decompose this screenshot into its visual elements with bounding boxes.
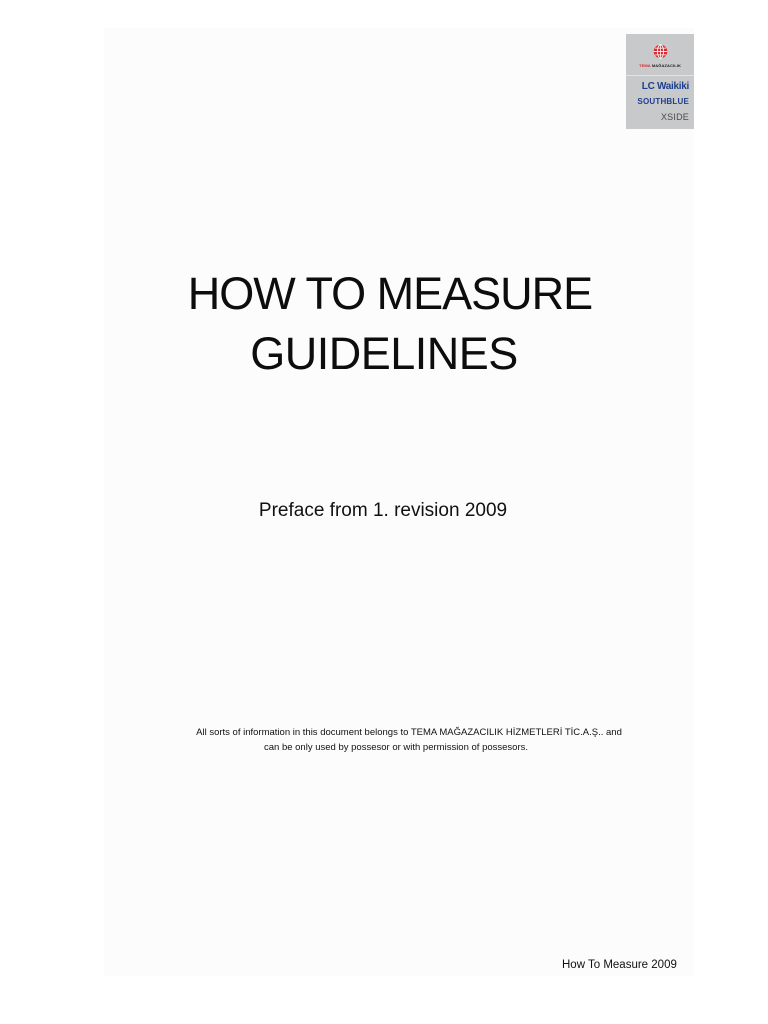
brand-xside: XSIDE: [660, 112, 689, 122]
company-logo: [626, 34, 694, 129]
tema-logo: [626, 34, 694, 76]
tema-word: TEMA: [639, 63, 651, 68]
title-line-1: HOW TO MEASURE: [187, 268, 593, 319]
globe-icon: [653, 44, 668, 59]
ownership-notice-line-2: can be only used by possesor or with permission of possesors.: [263, 742, 529, 753]
brand-southblue: SOUTHBLUE: [637, 97, 689, 106]
page-footer: How To Measure 2009: [562, 959, 677, 971]
subtitle: Preface from 1. revision 2009: [258, 500, 508, 521]
tema-wordmark: [626, 63, 694, 68]
brand-lcwaikiki: LC Waikiki: [641, 81, 689, 92]
magazacilik-word: MAĞAZACILIK: [651, 63, 681, 68]
title-line-2: GUIDELINES: [250, 328, 518, 379]
ownership-notice-line-1: All sorts of information in this document belongs to TEMA MAĞAZACILIK HİZMETLERİ TİC.A.Ş.. and: [196, 727, 622, 738]
